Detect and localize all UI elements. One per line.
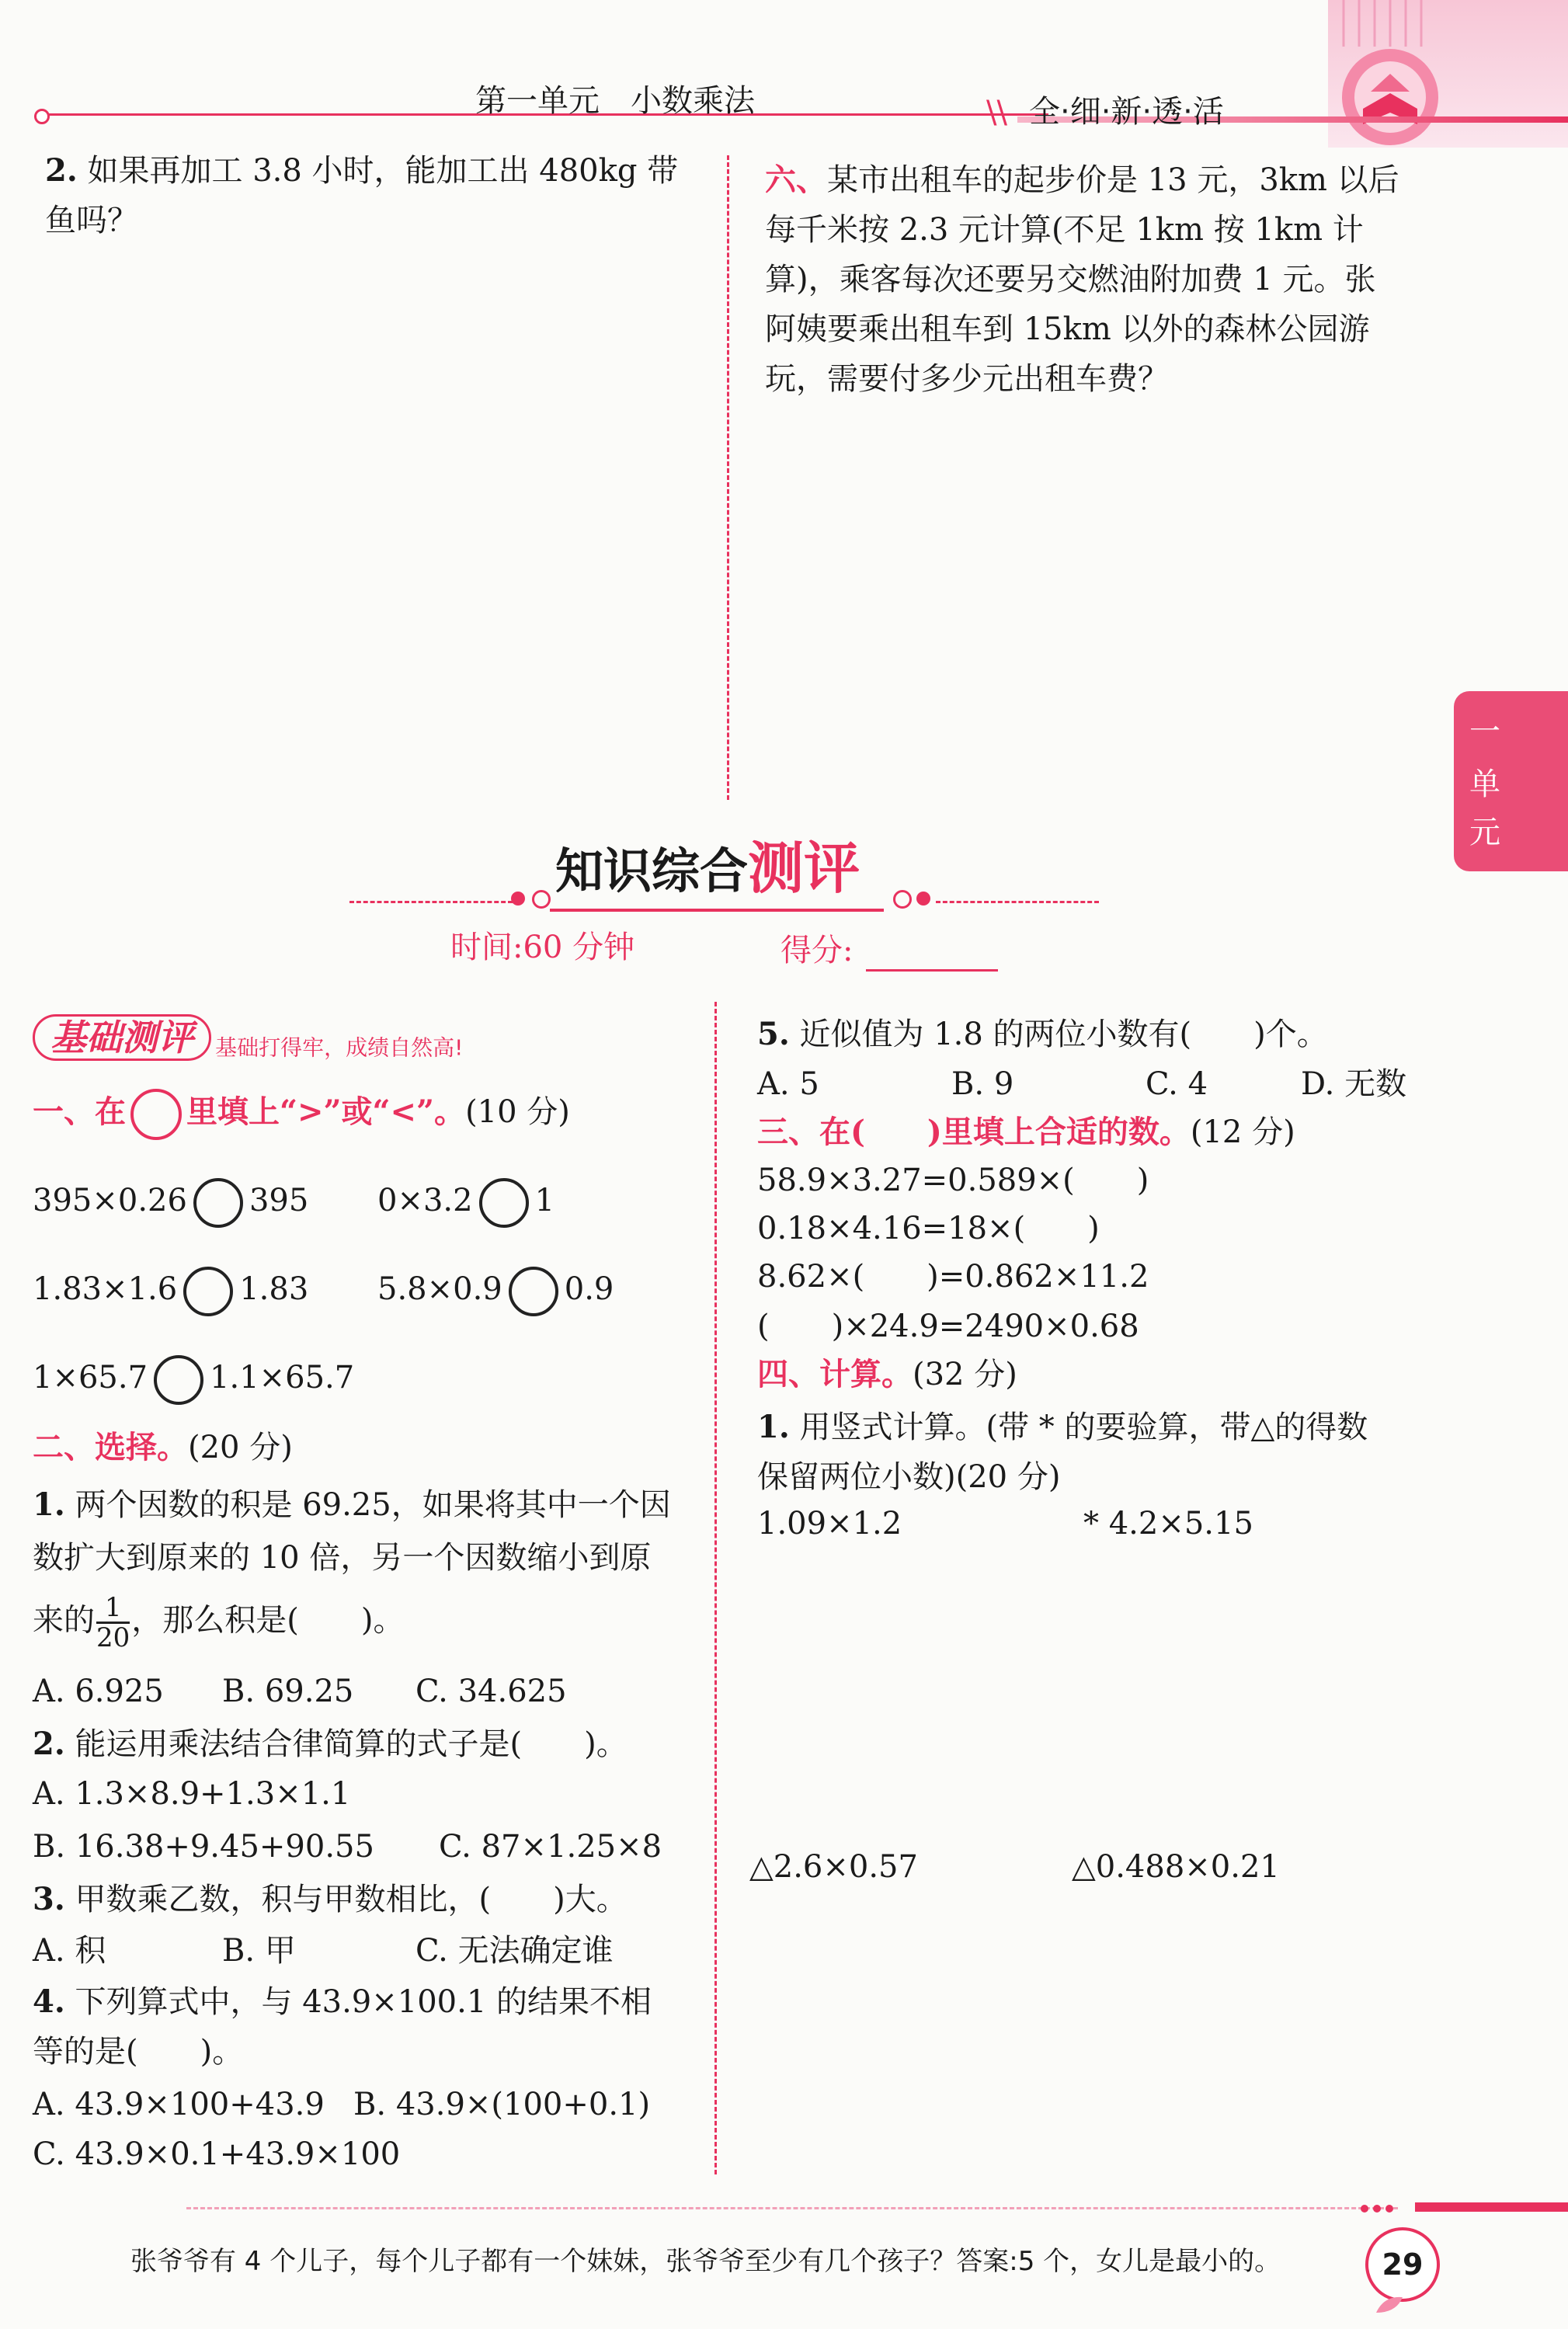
choice-option[interactable]: C. 87×1.25×8 [439, 1829, 662, 1865]
choice-option[interactable]: A. 积 [33, 1933, 106, 1969]
section3-title: 三、在( )里填上合适的数。(12 分) [757, 1114, 1295, 1150]
test-title-part1: 知识综合 [555, 843, 749, 899]
footer-bar [1415, 2202, 1568, 2212]
top-right-question [765, 155, 1441, 404]
question-text: 阿姨要乘出租车到 15km 以外的森林公园游 [765, 311, 1370, 347]
test-title [555, 837, 860, 902]
compare-item: 395×0.26 395 [33, 1176, 308, 1228]
test-title-dot-icon [916, 892, 930, 906]
basic-banner-label: 基础测评 [33, 1014, 211, 1061]
slogan-slash-icon: \\ [986, 95, 1007, 130]
score-blank [866, 969, 998, 972]
calc-item: * 4.2×5.15 [1083, 1506, 1253, 1542]
choice-option[interactable]: A. 5 [757, 1066, 819, 1102]
compare-circle[interactable] [154, 1355, 203, 1405]
question-text: 鱼吗？ [45, 203, 138, 238]
question-number: 2. [45, 152, 78, 189]
side-tab-char: 元 [1469, 815, 1500, 850]
choice-option[interactable]: A. 6.925 [33, 1674, 164, 1709]
calc-item: △0.488×0.21 [1072, 1849, 1280, 1885]
question-text: 某市出租车的起步价是 13 元，3km 以后 [827, 162, 1399, 198]
choice-option[interactable]: B. 69.25 [222, 1674, 354, 1709]
choice-option[interactable]: B. 16.38+9.45+90.55 [33, 1829, 374, 1865]
score-label: 得分: [781, 933, 854, 968]
choice-q4: 4. 下列算式中，与 43.9×100.1 的结果不相 等的是( )。 [33, 1983, 652, 2070]
footer-rule [186, 2207, 1398, 2209]
fill-item: 0.18×4.16=18×( ) [757, 1211, 1100, 1246]
choice-q5: 5. 近似值为 1.8 的两位小数有( )个。 [757, 1016, 1328, 1052]
section4-title: 四、计算。(32 分) [757, 1356, 1017, 1392]
page-number-badge [1365, 2227, 1440, 2302]
basic-banner [33, 1014, 463, 1062]
compare-circle[interactable] [479, 1178, 529, 1228]
choice-option[interactable]: B. 9 [951, 1066, 1014, 1102]
choice-q1: 1. 两个因数的积是 69.25，如果将其中一个因 数扩大到原来的 10 倍，另一个因数缩小到原 来的 $\frac{1}{20}$ ，那么积是( )。 [33, 1486, 671, 1653]
leaf-icon [1375, 2293, 1406, 2316]
basic-banner-slogan: 基础打得牢，成绩自然高! [215, 1034, 464, 1061]
footer-riddle: 张爷爷有 4 个儿子，每个儿子都有一个妹妹，张爷爷至少有几个孩子？答案:5 个，女儿是最小的。 [130, 2246, 1281, 2277]
choice-option[interactable]: C. 43.9×0.1+43.9×100 [33, 2136, 401, 2172]
test-title-rule-left [349, 901, 513, 903]
test-title-rule-right [936, 901, 1099, 903]
choice-option[interactable]: C. 34.625 [415, 1674, 567, 1709]
choice-option[interactable]: A. 1.3×8.9+1.3×1.1 [33, 1776, 351, 1812]
side-tab-char: 单 [1469, 766, 1500, 802]
choice-q3: 3. 甲数乘乙数，积与甲数相比，( )大。 [33, 1881, 628, 1917]
calc-item: 1.09×1.2 [757, 1506, 902, 1542]
test-title-ring-icon [893, 890, 912, 909]
time-label: 时间:60 分钟 [450, 930, 635, 965]
choice-option[interactable]: B. 甲 [222, 1933, 296, 1969]
choice-q2: 2. 能运用乘法结合律简算的式子是( )。 [33, 1726, 628, 1762]
page-number: 29 [1382, 2247, 1424, 2282]
choice-option[interactable]: D. 无数 [1301, 1066, 1407, 1102]
choice-option[interactable]: A. 43.9×100+43.9 [33, 2087, 325, 2122]
question-text: 算)，乘客每次还要另交燃油附加费 1 元。张 [765, 262, 1376, 297]
side-tab [1454, 691, 1568, 871]
fraction: $\frac{1}{20}$ [96, 1592, 130, 1653]
compare-circle[interactable] [193, 1178, 243, 1228]
test-title-part2: 测评 [748, 835, 860, 901]
section-label: 六、 [765, 162, 827, 198]
section1-title: 一、在 里填上“>”或“<”。(10 分) [33, 1087, 570, 1140]
column-divider-bottom [714, 1002, 717, 2174]
unit-title: 第一单元 小数乘法 [475, 83, 755, 119]
compare-item: 5.8×0.9 0.9 [377, 1264, 614, 1316]
choice-option[interactable]: C. 无法确定谁 [415, 1933, 614, 1969]
choice-option[interactable]: B. 43.9×(100+0.1) [353, 2087, 651, 2122]
column-divider-top [727, 155, 729, 800]
question-text: 玩，需要付多少元出租车费？ [765, 361, 1169, 397]
header-slogan: 全·细·新·透·活 [1029, 94, 1224, 130]
compare-circle[interactable] [183, 1267, 233, 1316]
fill-item: 58.9×3.27=0.589×( ) [757, 1163, 1149, 1198]
fill-item: 8.62×( )=0.862×11.2 [757, 1259, 1149, 1295]
footer-dots-icon [1361, 2201, 1415, 2213]
compare-item: 0×3.2 1 [377, 1176, 555, 1228]
header-rule-dot [34, 109, 50, 124]
compare-item: 1.83×1.6 1.83 [33, 1264, 308, 1316]
question-text: 如果再加工 3.8 小时，能加工出 480kg 带 [87, 153, 679, 189]
top-left-question [45, 146, 713, 245]
circle-blank-icon [130, 1089, 182, 1140]
question-text: 每千米按 2.3 元计算(不足 1km 按 1km 计 [765, 212, 1364, 248]
compare-circle[interactable] [509, 1267, 558, 1316]
calc-q1: 1. 用竖式计算。(带 * 的要验算，带△的得数 保留两位小数)(20 分) [757, 1409, 1368, 1495]
side-tab-char: 一 [1469, 714, 1500, 749]
test-title-rule-mid [550, 909, 884, 912]
choice-option[interactable]: C. 4 [1146, 1066, 1208, 1102]
calc-item: △2.6×0.57 [749, 1849, 918, 1885]
test-title-dot-icon [511, 892, 525, 906]
test-title-ring-icon [532, 890, 551, 909]
fill-item: ( )×24.9=2490×0.68 [757, 1309, 1139, 1344]
compare-item: 1×65.7 1.1×65.7 [33, 1353, 354, 1405]
book-logo-icon [1328, 0, 1568, 155]
section2-title: 二、选择。(20 分) [33, 1429, 293, 1465]
